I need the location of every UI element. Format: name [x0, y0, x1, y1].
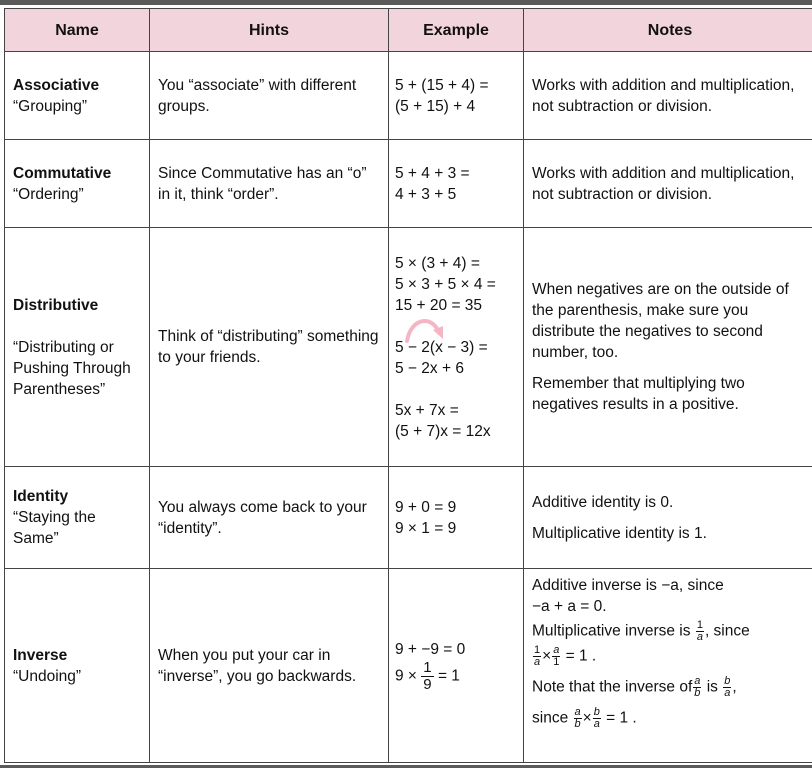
fraction-a-over-one: $\frac{a}{1}$: [553, 644, 560, 668]
header-example: Example: [389, 9, 524, 52]
notes-paragraph: Remember that multiplying two negatives results in a positive.: [532, 375, 745, 413]
notes-text: = 1 .: [565, 647, 597, 665]
notes-text: , since: [704, 622, 750, 640]
example-line: 5 × 3 + 5 × 4 =: [395, 275, 496, 293]
notes-text: Multiplicative inverse is: [532, 622, 691, 640]
example-line: (5 + 7)x = 12x: [395, 422, 491, 440]
notes-cell: Works with addition and multiplication, not subtraction or division.: [524, 52, 812, 140]
fraction-one-ninth: [421, 660, 433, 693]
hint-cell: You “associate” with different groups.: [150, 52, 389, 140]
property-name: Associative: [13, 76, 100, 94]
property-name: Commutative: [13, 164, 112, 182]
notes-text: ,: [732, 678, 737, 696]
name-cell: [5, 52, 150, 140]
notes-line: Additive identity is 0.: [532, 493, 674, 511]
example-line: 9 × 1 = 9: [395, 519, 457, 537]
notes-line: $\frac{1}{a}$ × $\frac{a}{1}$ = 1 .: [534, 644, 597, 668]
fraction-one-over-a: $\frac{1}{a}$: [696, 619, 703, 643]
name-cell: [5, 467, 150, 569]
fraction-b-over-a: $\frac{b}{a}$: [724, 675, 731, 699]
example-line: 5 − 2x + 6: [395, 359, 464, 377]
example-line: 15 + 20 = 35: [395, 296, 483, 314]
example-cell: [389, 569, 524, 763]
table-row: [5, 52, 812, 140]
hint-cell: Think of “distributing” something to your friends.: [150, 228, 389, 467]
header-notes: Notes: [524, 9, 812, 52]
example-line: 5 + (15 + 4) =: [395, 76, 489, 94]
top-border: [0, 0, 812, 5]
hint-cell: When you put your car in “inverse”, you go backwards.: [150, 569, 389, 763]
notes-text: Note that the inverse of: [532, 678, 693, 696]
example-cell: [389, 467, 524, 569]
property-name: Distributive: [13, 296, 99, 314]
notes-paragraph: When negatives are on the outside of the parenthesis, make sure you distribute the negatives to second number, too.: [532, 281, 789, 361]
example-line: (5 + 15) + 4: [395, 97, 476, 115]
notes-text: since: [532, 709, 569, 727]
example-line: [395, 337, 488, 358]
table-row: [5, 228, 812, 467]
example-cell: [389, 228, 524, 467]
example-line: 5 + 4 + 3 =: [395, 164, 470, 182]
property-name: Inverse: [13, 646, 68, 664]
header-row: [5, 9, 812, 52]
notes-line: Additive inverse is −a, since: [532, 577, 724, 594]
example-line: 9 + 0 = 9: [395, 498, 457, 516]
fraction-denominator: 9: [423, 675, 432, 693]
property-subtitle: “Undoing”: [13, 667, 82, 685]
property-subtitle: “Grouping”: [13, 97, 88, 115]
hint-cell: You always come back to your “identity”.: [150, 467, 389, 569]
notes-cell: [524, 228, 812, 467]
notes-line: −a + a = 0.: [532, 598, 607, 615]
property-subtitle: “Distributing or Pushing Through Parentheses”: [13, 338, 131, 398]
name-cell: [5, 569, 150, 763]
hint-cell: Since Commutative has an “o” in it, think “order”.: [150, 140, 389, 228]
example-line: [395, 660, 517, 693]
example-cell: [389, 140, 524, 228]
fraction-a-over-b: $\frac{a}{b}$: [694, 675, 701, 699]
example-line: 4 + 3 + 5: [395, 185, 457, 203]
notes-cell: [524, 467, 812, 569]
notes-line: since $\frac{a}{b}$ × $\frac{b}{a}$ = 1 .: [532, 706, 637, 730]
distribute-arrow-icon: [403, 313, 445, 343]
example-cell: [389, 52, 524, 140]
property-name: Identity: [13, 488, 69, 505]
header-hints: Hints: [150, 9, 389, 52]
example-line: 5 × (3 + 4) =: [395, 254, 480, 272]
property-subtitle: “Ordering”: [13, 185, 84, 203]
table-row: [5, 140, 812, 228]
notes-cell: Works with addition and multiplication, not subtraction or division.: [524, 140, 812, 228]
notes-text: = 1 .: [606, 709, 637, 727]
notes-line: Multiplicative identity is 1.: [532, 524, 707, 542]
notes-line: [532, 620, 808, 643]
notes-cell: [524, 569, 812, 763]
property-subtitle: “Staying the Same”: [13, 509, 96, 547]
example-text: 9 ×: [395, 667, 417, 685]
example-line-text: 5 − 2(x − 3) =: [395, 338, 488, 356]
notes-text: is: [706, 678, 718, 696]
table-row: [5, 467, 812, 569]
fraction-a-over-b: $\frac{a}{b}$: [574, 706, 581, 730]
fraction-numerator: 1: [423, 658, 432, 676]
fraction-one-over-a: $\frac{1}{a}$: [534, 644, 541, 668]
example-text: = 1: [437, 667, 460, 685]
header-name: Name: [5, 9, 150, 52]
name-cell: [5, 140, 150, 228]
notes-line: [532, 676, 808, 699]
name-cell: [5, 228, 150, 467]
fraction-b-over-a: $\frac{b}{a}$: [593, 706, 600, 730]
example-line: 5x + 7x =: [395, 401, 459, 419]
table-row: [5, 569, 812, 763]
properties-table: [4, 8, 812, 763]
example-line: 9 + −9 = 0: [395, 640, 466, 658]
